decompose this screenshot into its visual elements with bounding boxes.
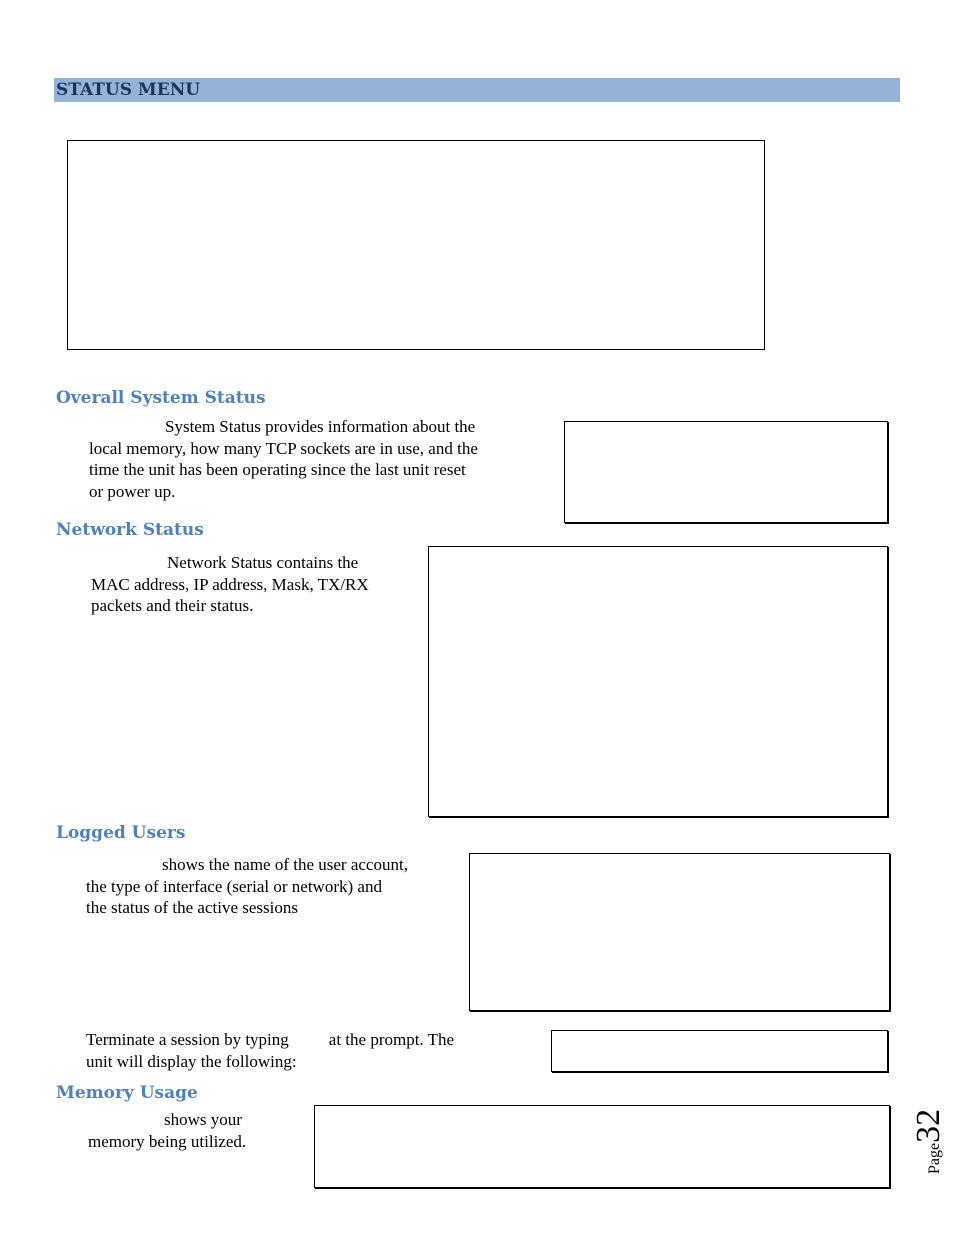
status-menu-screenshot-box — [67, 140, 765, 350]
section-title: STATUS MENU — [56, 80, 201, 100]
overall-system-status-text — [89, 416, 539, 502]
page-number-value: 32 — [910, 1108, 947, 1143]
overall-system-status-screenshot-box — [564, 421, 888, 523]
page-number — [910, 1094, 947, 1174]
logged-line-2: the type of interface (serial or network) and — [86, 876, 382, 896]
memory-line-2: memory being utilized. — [88, 1131, 247, 1151]
logged-users-heading: Logged Users — [56, 823, 186, 843]
terminate-session-screenshot-box — [551, 1030, 888, 1072]
overall-line-2: local memory, how many TCP sockets are in use, and the — [89, 438, 478, 458]
memory-usage-text — [88, 1109, 308, 1152]
network-status-screenshot-box — [428, 546, 888, 817]
logged-users-text — [86, 854, 456, 919]
overall-line-1: System Status provides information about the — [165, 417, 476, 436]
overall-line-4: or power up. — [89, 481, 176, 501]
network-line-2: MAC address, IP address, Mask, TX/RX — [91, 574, 369, 594]
logged-users-screenshot-box — [469, 853, 890, 1011]
section-header-bar — [54, 78, 900, 102]
memory-line-1: shows your — [164, 1110, 242, 1129]
terminate-line-1a: Terminate a session by typing — [86, 1030, 289, 1049]
page-label: Page — [926, 1142, 943, 1174]
overall-line-3: time the unit has been operating since the last unit reset — [89, 460, 466, 479]
memory-usage-screenshot-box — [314, 1105, 890, 1188]
terminate-line-1 — [86, 1029, 526, 1051]
terminate-session-text — [86, 1029, 526, 1072]
memory-usage-heading: Memory Usage — [56, 1083, 198, 1103]
network-status-heading: Network Status — [56, 520, 204, 540]
network-status-text — [91, 552, 421, 617]
network-line-1: Network Status contains the — [167, 553, 359, 572]
terminate-line-1b: at the prompt. The — [328, 1030, 455, 1049]
logged-line-3: the status of the active sessions — [86, 898, 298, 917]
network-line-3: packets and their status. — [91, 596, 254, 615]
overall-system-status-heading: Overall System Status — [56, 388, 266, 408]
terminate-line-2: unit will display the following: — [86, 1051, 297, 1071]
logged-line-1: shows the name of the user account, — [162, 855, 408, 874]
